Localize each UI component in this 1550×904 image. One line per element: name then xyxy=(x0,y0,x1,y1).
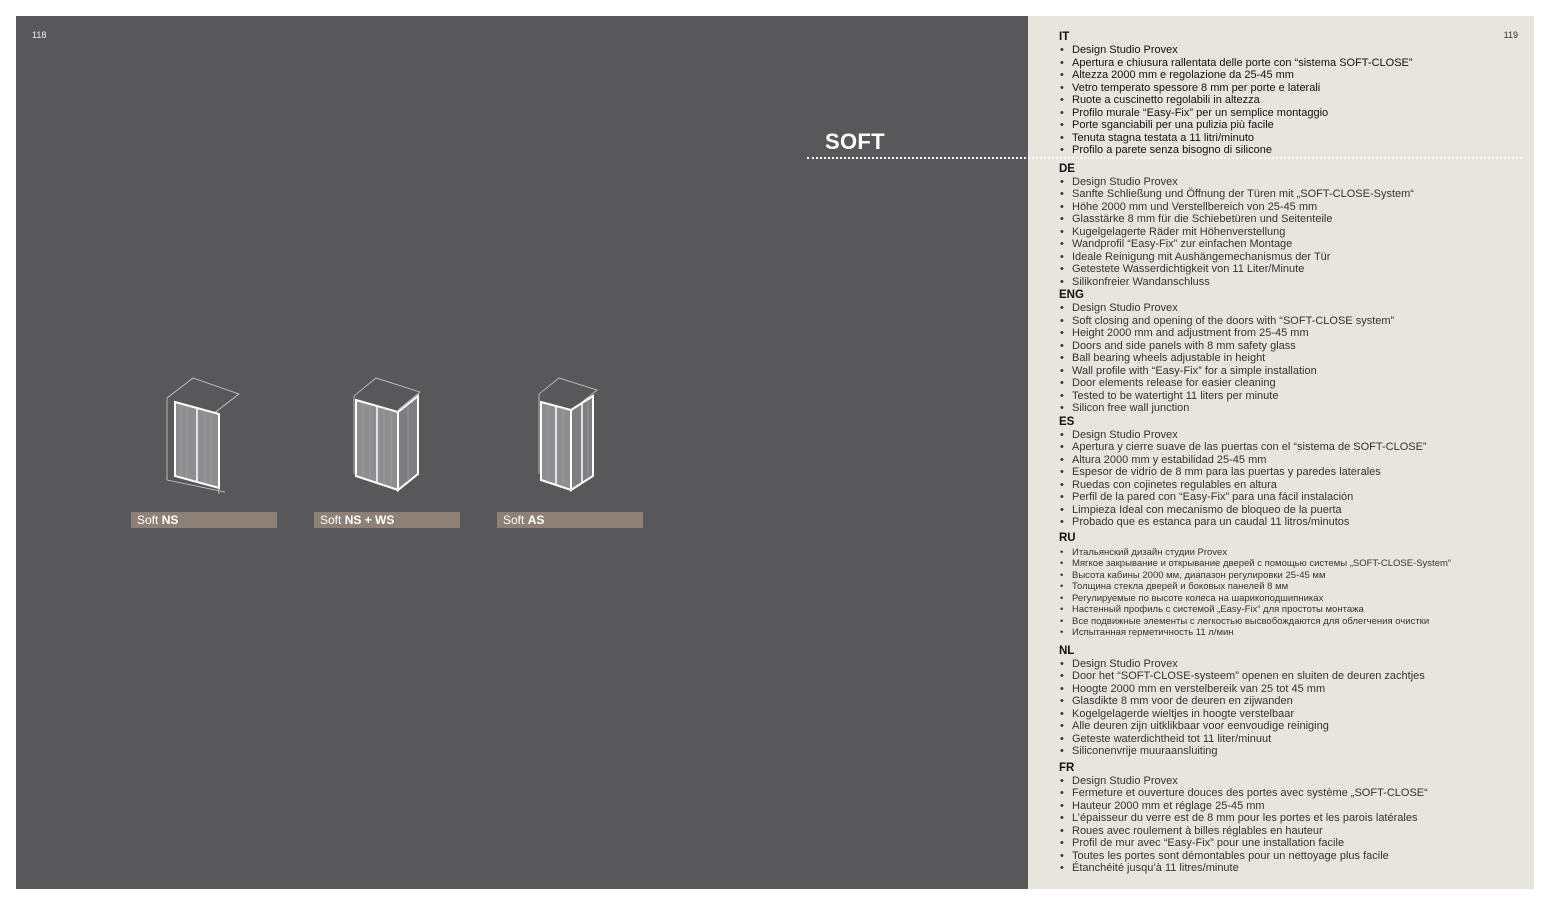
spec-item: • Altezza 2000 mm e regolazione da 25-45 mm xyxy=(1059,69,1529,82)
spec-item: • Apertura y cierre suave de las puertas con el “sistema de SOFT-CLOSE” xyxy=(1059,441,1529,454)
product-card-ns-ws xyxy=(314,370,460,527)
spec-item: • Design Studio Provex xyxy=(1059,658,1529,671)
spec-list-ru xyxy=(1059,547,1529,639)
spec-list-es xyxy=(1059,429,1529,529)
spec-item: • Ruedas con cojinetes regulables en altura xyxy=(1059,479,1529,492)
spec-item: • Настенный профиль с системой „Easy-Fix“ для простоты монтажа xyxy=(1059,604,1529,616)
spec-item: • Profilo murale “Easy-Fix” per un semplice montaggio xyxy=(1059,107,1529,120)
spec-item: • Soft closing and opening of the doors with “SOFT-CLOSE system” xyxy=(1059,315,1529,328)
product-label-ns-ws: Soft NS + WS xyxy=(314,512,460,528)
spec-item: • Hoogte 2000 mm en verstelbereik van 25 tot 45 mm xyxy=(1059,683,1529,696)
shower-enclosure-as-icon xyxy=(497,370,643,500)
spec-item: • Door het “SOFT-CLOSE-systeem” openen en sluiten de deuren zachtjes xyxy=(1059,670,1529,683)
spec-item: • Design Studio Provex xyxy=(1059,302,1529,315)
spec-item: • Design Studio Provex xyxy=(1059,429,1529,442)
spec-item: • Ball bearing wheels adjustable in height xyxy=(1059,352,1529,365)
product-card-as xyxy=(497,370,643,527)
spec-item: • Sanfte Schließung und Öffnung der Türen mit „SOFT-CLOSE-System“ xyxy=(1059,188,1529,201)
spec-item: • Ruote a cuscinetto regolabili in altezza xyxy=(1059,94,1529,107)
series-title: SOFT xyxy=(825,129,885,154)
spec-item: • Profil de mur avec “Easy-Fix” pour une installation facile xyxy=(1059,837,1529,850)
spec-item: • Высота кабины 2000 мм, диапазон регулировки 25-45 мм xyxy=(1059,570,1529,582)
spec-item: • Altura 2000 mm y estabilidad 25-45 mm xyxy=(1059,454,1529,467)
lang-heading-ru: RU xyxy=(1059,531,1076,544)
spec-item: • Höhe 2000 mm und Verstellbereich von 25-45 mm xyxy=(1059,201,1529,214)
spec-item: • Kugelgelagerte Räder mit Höhenverstellung xyxy=(1059,226,1529,239)
shower-enclosure-ns-ws-icon xyxy=(314,370,460,500)
spec-item: • Ideale Reinigung mit Aushängemechanismus der Tür xyxy=(1059,251,1529,264)
spec-item: • Alle deuren zijn uitklikbaar voor eenvoudige reiniging xyxy=(1059,720,1529,733)
spec-item: • Design Studio Provex xyxy=(1059,44,1529,57)
spec-item: • Limpieza Ideal con mecanismo de bloqueo de la puerta xyxy=(1059,504,1529,517)
spec-item: • Geteste waterdichtheid tot 11 liter/minuut xyxy=(1059,733,1529,746)
spec-item: • Espesor de vidrio de 8 mm para las puertas y paredes laterales xyxy=(1059,466,1529,479)
spec-item: • Испытанная герметичность 11 л/мин xyxy=(1059,627,1529,639)
spec-item: • Fermeture et ouverture douces des portes avec système „SOFT-CLOSE“ xyxy=(1059,787,1529,800)
right-page-number: 119 xyxy=(1503,30,1518,40)
spec-list-nl xyxy=(1059,658,1529,758)
spec-item: • Toutes les portes sont démontables pour un nettoyage plus facile xyxy=(1059,850,1529,863)
spec-item: • Profilo a parete senza bisogno di silicone xyxy=(1059,144,1529,157)
product-label-as: Soft AS xyxy=(497,512,643,528)
spec-item: • L’épaisseur du verre est de 8 mm pour les portes et les parois latérales xyxy=(1059,812,1529,825)
spec-list-de xyxy=(1059,176,1529,289)
spec-item: • Glasstärke 8 mm für die Schiebetüren und Seitenteile xyxy=(1059,213,1529,226)
spec-item: • Apertura e chiusura rallentata delle porte con “sistema SOFT-CLOSE” xyxy=(1059,57,1529,70)
spec-item: • Kogelgelagerde wieltjes in hoogte verstelbaar xyxy=(1059,708,1529,721)
spec-item: • Étanchéité jusqu’à 11 litres/minute xyxy=(1059,862,1529,875)
product-label-ns: Soft NS xyxy=(131,512,277,528)
spec-item: • Door elements release for easier cleaning xyxy=(1059,377,1529,390)
spec-item: • Design Studio Provex xyxy=(1059,775,1529,788)
spec-item: • Silicon free wall junction xyxy=(1059,402,1529,415)
spec-item: • Регулируемые по высоте колеса на шарикоподшипниках xyxy=(1059,593,1529,605)
spec-item: • Tenuta stagna testata a 11 litri/minuto xyxy=(1059,132,1529,145)
spec-item: • Wandprofil “Easy-Fix” zur einfachen Montage xyxy=(1059,238,1529,251)
spec-item: • Hauteur 2000 mm et réglage 25-45 mm xyxy=(1059,800,1529,813)
lang-heading-de: DE xyxy=(1059,162,1075,175)
shower-enclosure-ns-icon xyxy=(131,370,277,500)
spec-item: • Getestete Wasserdichtigkeit von 11 Liter/Minute xyxy=(1059,263,1529,276)
spec-list-eng xyxy=(1059,302,1529,415)
spec-item: • Tested to be watertight 11 liters per minute xyxy=(1059,390,1529,403)
spec-item: • Толщина стекла дверей и боковых панелей 8 мм xyxy=(1059,581,1529,593)
spec-item: • Roues avec roulement à billes réglables en hauteur xyxy=(1059,825,1529,838)
lang-heading-es: ES xyxy=(1059,415,1075,428)
spec-item: • Итальянский дизайн студии Provex xyxy=(1059,547,1529,559)
spec-item: • Height 2000 mm and adjustment from 25-45 mm xyxy=(1059,327,1529,340)
spec-item: • Doors and side panels with 8 mm safety glass xyxy=(1059,340,1529,353)
spec-item: • Все подвижные элементы с легкостью высвобождаются для облегчения очистки xyxy=(1059,616,1529,628)
spec-list-it xyxy=(1059,44,1529,157)
lang-heading-eng: ENG xyxy=(1059,289,1084,301)
product-card-ns xyxy=(131,370,277,527)
left-page-number: 118 xyxy=(32,30,47,40)
spec-item: • Porte sganciabili per una pulizia più facile xyxy=(1059,119,1529,132)
spec-list xyxy=(1059,30,1529,875)
lang-heading-it: IT xyxy=(1059,31,1070,43)
spec-item: • Design Studio Provex xyxy=(1059,176,1529,189)
spec-item: • Silikonfreier Wandanschluss xyxy=(1059,276,1529,289)
lang-heading-fr: FR xyxy=(1059,761,1075,774)
spec-item: • Perfil de la pared con “Easy-Fix” para una fácil instalación xyxy=(1059,491,1529,504)
lang-heading-nl: NL xyxy=(1059,644,1075,657)
spec-item: • Siliconenvrije muuraansluiting xyxy=(1059,745,1529,758)
spec-list-fr xyxy=(1059,775,1529,875)
spec-item: • Vetro temperato spessore 8 mm per porte e laterali xyxy=(1059,82,1529,95)
spec-item: • Wall profile with “Easy-Fix” for a simple installation xyxy=(1059,365,1529,378)
spec-item: • Probado que es estanca para un caudal 11 litros/minutos xyxy=(1059,516,1529,529)
spec-item: • Мягкое закрывание и открывание дверей с помощью системы „SOFT-CLOSE-System“ xyxy=(1059,558,1529,570)
spec-item: • Glasdikte 8 mm voor de deuren en zijwanden xyxy=(1059,695,1529,708)
